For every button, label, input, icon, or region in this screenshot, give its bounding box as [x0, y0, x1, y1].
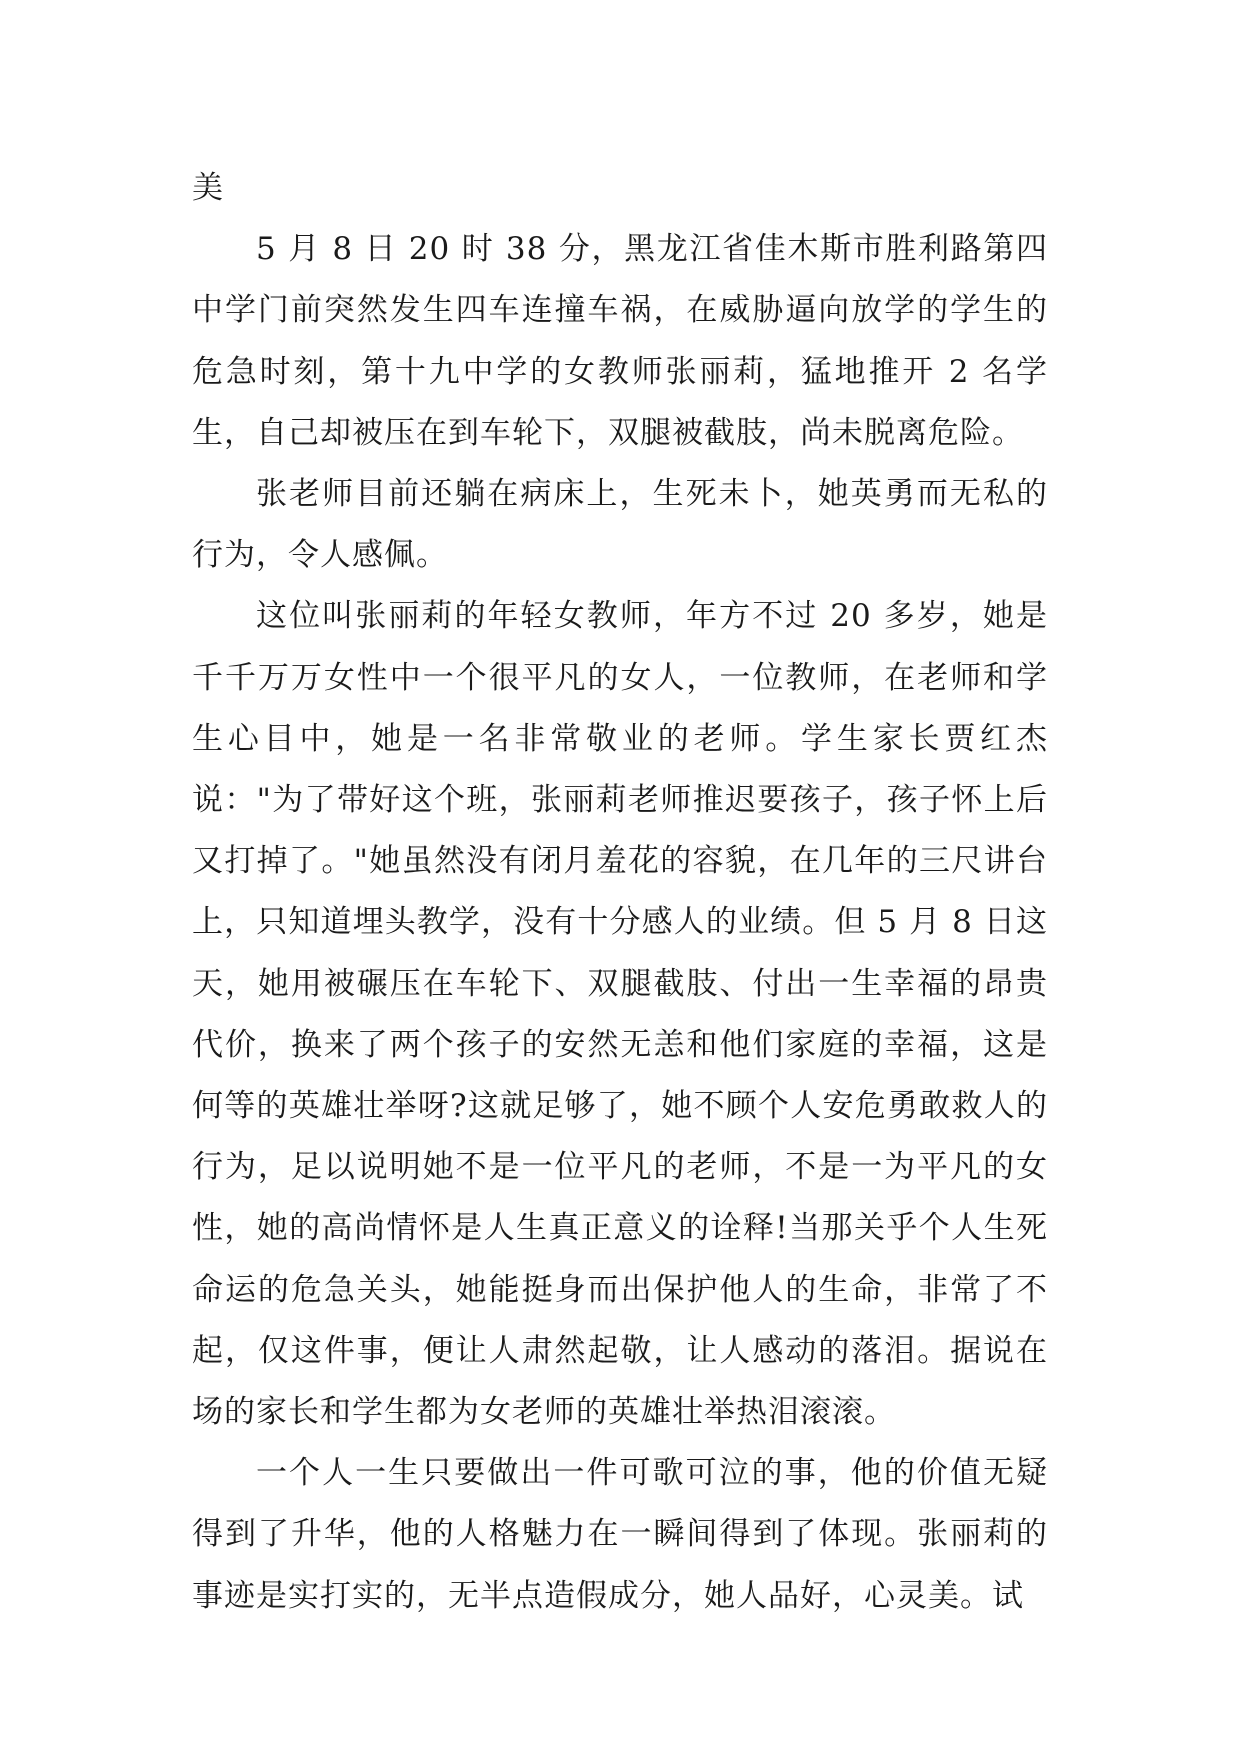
paragraph-5: 一个人一生只要做出一件可歌可泣的事，他的价值无疑得到了升华，他的人格魅力在一瞬间得到了体现。张丽莉的事迹是实打实的，无半点造假成分，她人品好，心灵美。试	[192, 1455, 1048, 1614]
paragraph-4: 这位叫张丽莉的年轻女教师，年方不过 20 多岁，她是千千万万女性中一个很平凡的女人，一位教师，在老师和学生心目中，她是一名非常敬业的老师。学生家长贾红杰说："为了带好这个班，张丽莉老师推迟要孩子，孩子怀上后又打掉了。"她虽然没有闭月羞花的容貌，在几年的三尺讲台上，只知道埋头教学，没有十分感人的业绩。但 5 月 8 日这天，她用被碾压在车轮下、双腿截肢、付出一生幸福的昂贵代价，换来了两个孩子的安然无恙和他们家庭的幸福，这是何等的英雄壮举呀?这就足够了，她不顾个人安危勇敢救人的行为，足以说明她不是一位平凡的老师，不是一为平凡的女性，她的高尚情怀是人生真正意义的诠释!当那关乎个人生死命运的危急关头，她能挺身而出保护他人的生命，非常了不起，仅这件事，便让人肃然起敬，让人感动的落泪。据说在场的家长和学生都为女老师的英雄壮举热泪滚滚。	[192, 598, 1048, 1431]
document-body	[192, 158, 1048, 1627]
paragraph-3: 张老师目前还躺在病床上，生死未卜，她英勇而无私的行为，令人感佩。	[192, 476, 1048, 574]
paragraph-1: 美	[192, 170, 224, 206]
paragraph-2: 5 月 8 日 20 时 38 分，黑龙江省佳木斯市胜利路第四中学门前突然发生四车连撞车祸，在威胁逼向放学的学生的危急时刻，第十九中学的女教师张丽莉，猛地推开 2 名学生，自己却被压在到车轮下，双腿被截肢，尚未脱离危险。	[192, 231, 1048, 451]
